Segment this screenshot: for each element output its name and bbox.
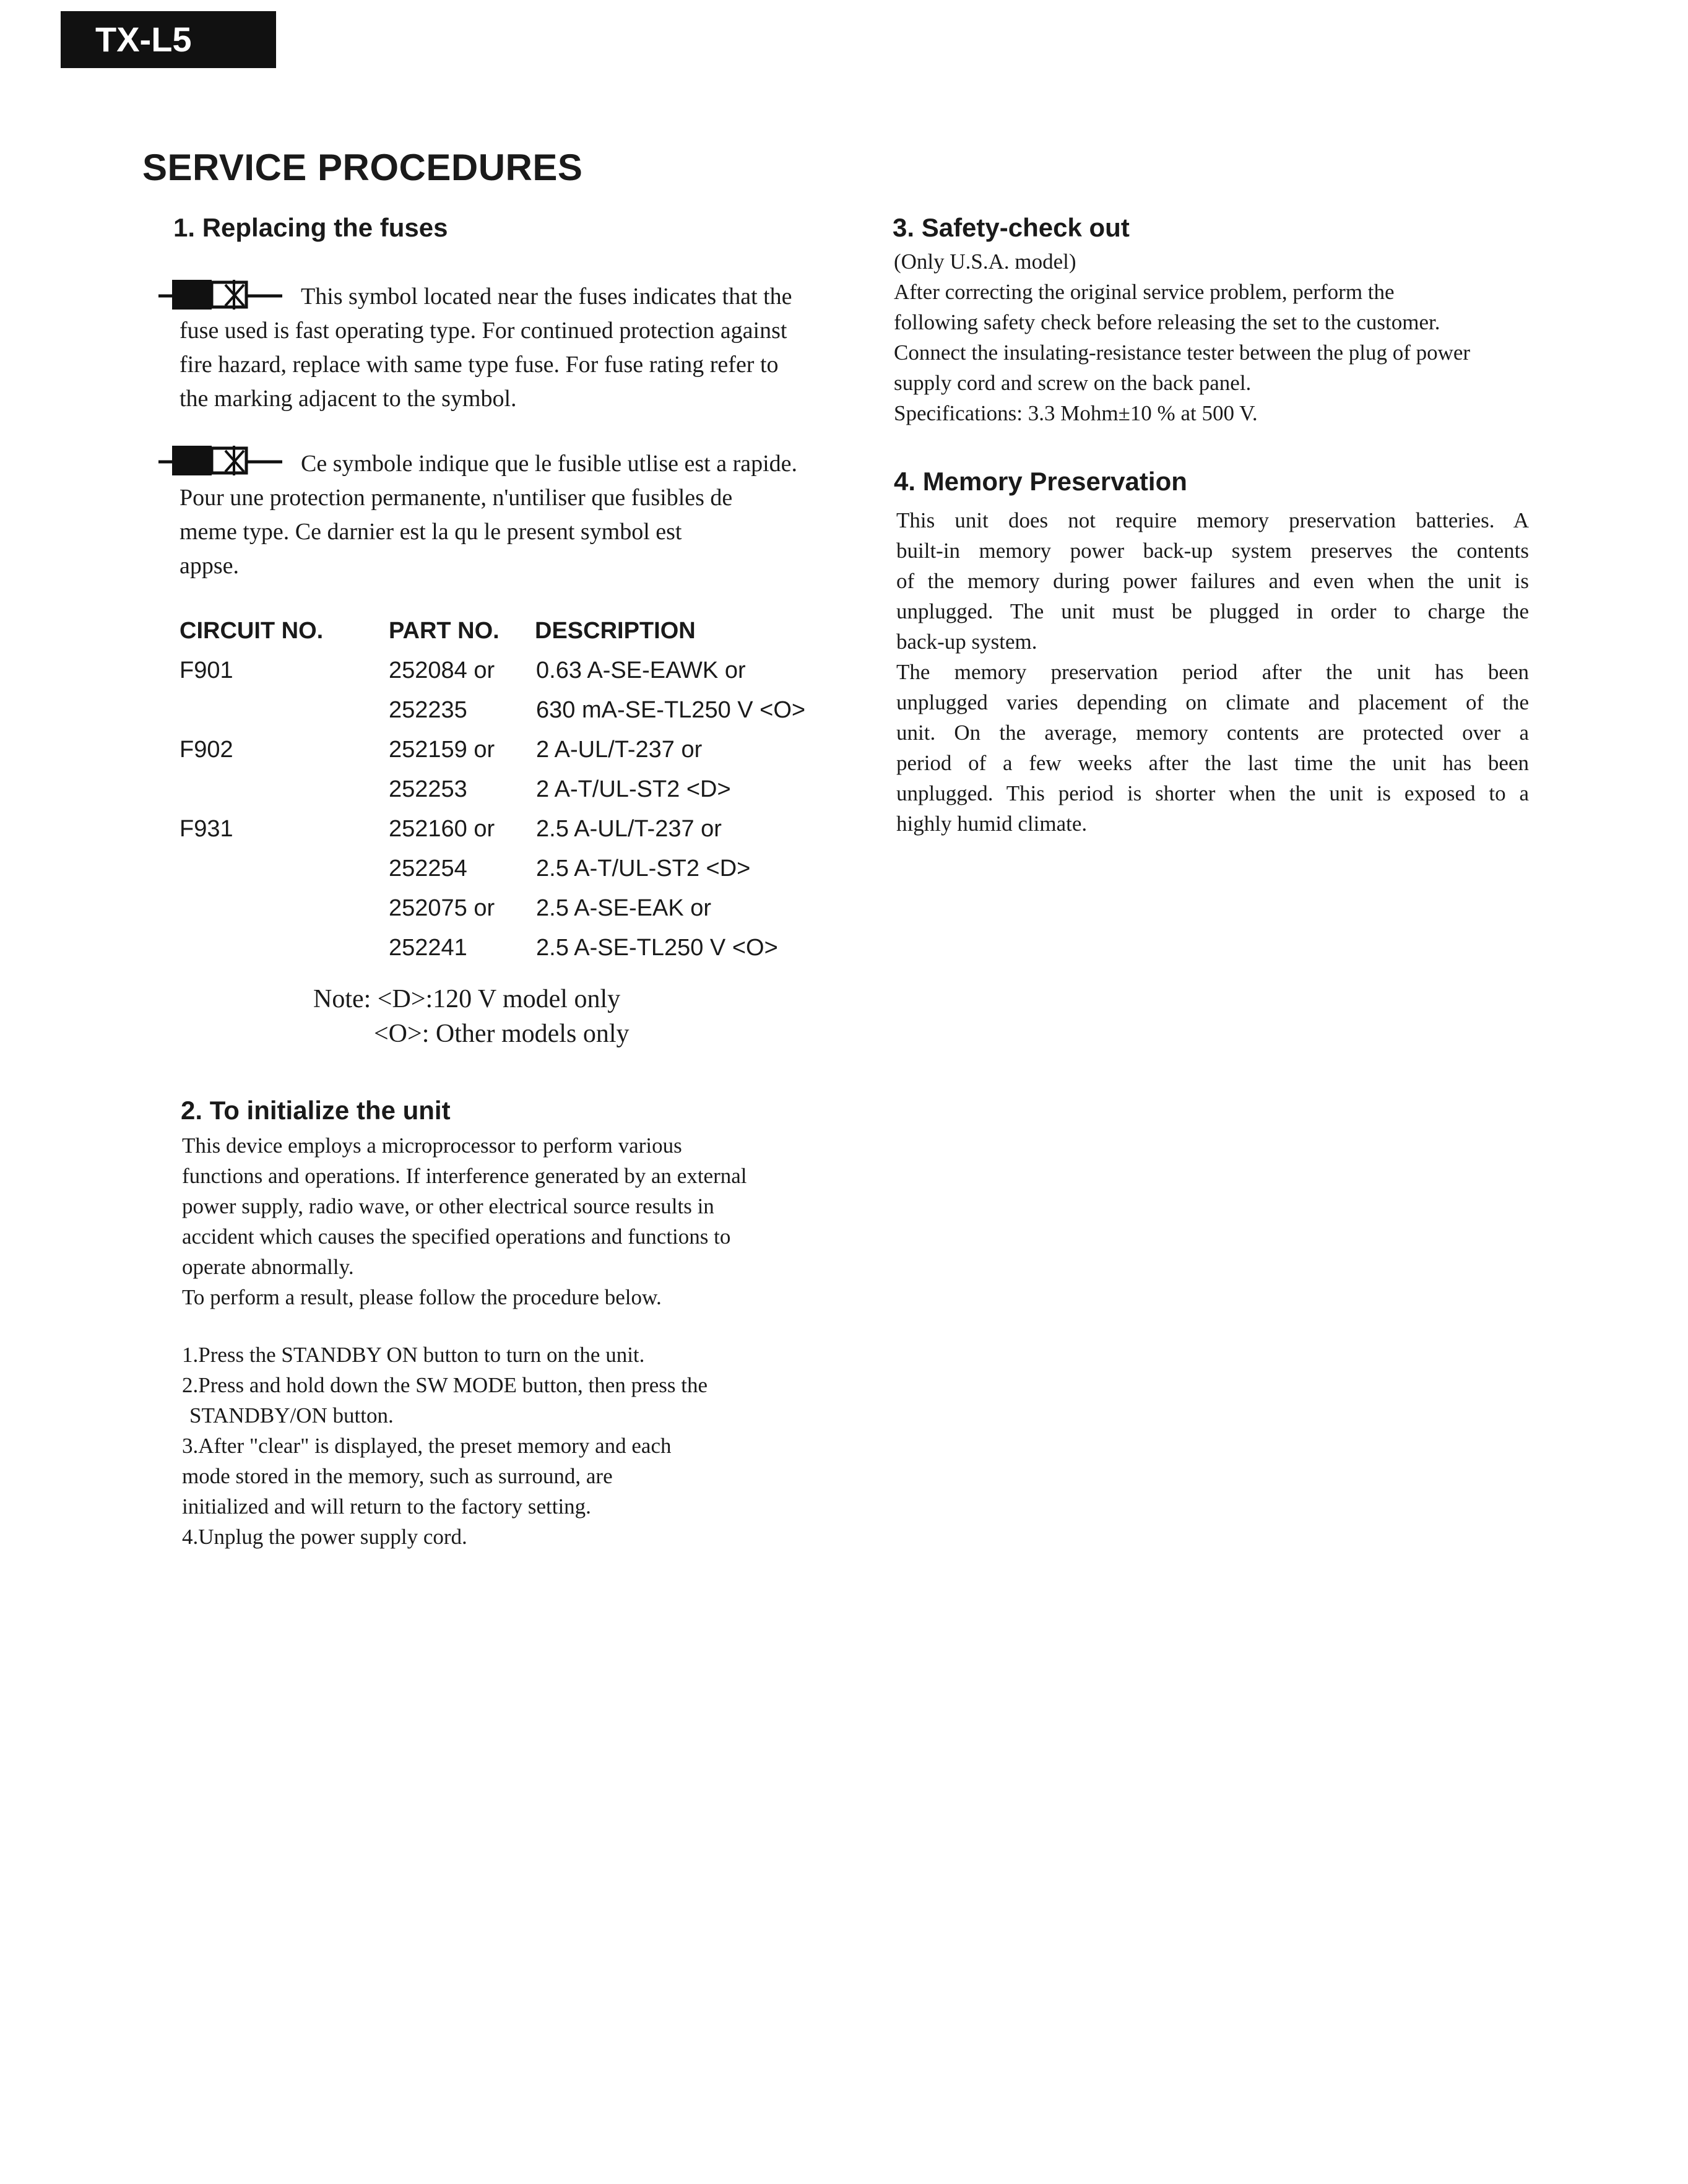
section2-heading: 2. To initialize the unit xyxy=(181,1096,451,1125)
text-line: fire hazard, replace with same type fuse. For fuse rating refer to xyxy=(180,352,779,378)
table-cell: 2.5 A-T/UL-ST2 <D> xyxy=(536,856,751,882)
model-badge xyxy=(61,11,276,68)
note-line: <O>: Other models only xyxy=(374,1020,630,1048)
table-cell: F931 xyxy=(180,816,233,842)
fuse-note xyxy=(313,982,630,1051)
text-line: This symbol located near the fuses indicates that the xyxy=(301,284,792,310)
text-line: Connect the insulating-resistance tester between the plug of power xyxy=(894,340,1471,365)
table-cell: 252075 or xyxy=(389,895,495,921)
page-title: SERVICE PROCEDURES xyxy=(142,147,583,188)
text-line: meme type. Ce darnier est la qu le present symbol est xyxy=(180,519,682,545)
table-cell: 252254 xyxy=(389,856,467,882)
step-line: STANDBY/ON button. xyxy=(189,1403,394,1428)
table-cell: 252084 or xyxy=(389,657,495,683)
table-cell: 252235 xyxy=(389,697,467,723)
table-cell: F902 xyxy=(180,737,233,763)
text-line: unplugged varies depending on climate and placement of the xyxy=(896,690,1529,714)
section3-heading: 3. Safety-check out xyxy=(893,213,1130,242)
step-line: 1.Press the STANDBY ON button to turn on the unit. xyxy=(182,1343,645,1367)
table-cell: 2.5 A-SE-TL250 V <O> xyxy=(536,935,778,961)
text-line: The memory preservation period after the unit has been xyxy=(896,660,1529,684)
section1-heading: 1. Replacing the fuses xyxy=(173,213,448,242)
text-line: period of a few weeks after the last time the unit has been xyxy=(896,751,1529,775)
text-line: Ce symbole indique que le fusible utlise est a rapide. xyxy=(301,451,798,477)
table-cell: 0.63 A-SE-EAWK or xyxy=(536,657,746,683)
text-line: accident which causes the specified operations and functions to xyxy=(182,1224,731,1249)
text-line: fuse used is fast operating type. For continued protection against xyxy=(180,318,787,344)
text-line: highly humid climate. xyxy=(896,812,1088,836)
table-header-description: DESCRIPTION xyxy=(535,618,696,644)
table-cell: 2.5 A-SE-EAK or xyxy=(536,895,712,921)
table-header-circuit: CIRCUIT NO. xyxy=(180,618,324,644)
table-cell: F901 xyxy=(180,657,233,683)
text-line: built-in memory power back-up system preserves the contents xyxy=(896,539,1529,563)
text-line: of the memory during power failures and even when the unit is xyxy=(896,569,1529,593)
text-line: Specifications: 3.3 Mohm±10 % at 500 V. xyxy=(894,401,1258,425)
text-line: (Only U.S.A. model) xyxy=(894,249,1076,274)
table-cell: 2.5 A-UL/T-237 or xyxy=(536,816,722,842)
step-line: initialized and will return to the factory setting. xyxy=(182,1494,591,1519)
table-cell: 252160 or xyxy=(389,816,495,842)
text-line: operate abnormally. xyxy=(182,1255,354,1279)
section3-body xyxy=(894,246,1470,428)
text-line: supply cord and screw on the back panel. xyxy=(894,371,1252,395)
text-line: unit. On the average, memory contents are protected over a xyxy=(896,721,1529,745)
fuse-warning-fr xyxy=(180,447,797,583)
section4-body xyxy=(896,505,1529,839)
text-line: appse. xyxy=(180,553,240,579)
section4-heading: 4. Memory Preservation xyxy=(894,467,1187,496)
step-line: 3.After "clear" is displayed, the preset memory and each xyxy=(182,1434,672,1458)
text-line: functions and operations. If interference generated by an external xyxy=(182,1164,747,1188)
text-line: unplugged. This period is shorter when the unit is exposed to a xyxy=(896,781,1529,805)
table-cell: 630 mA-SE-TL250 V <O> xyxy=(536,697,806,723)
table-cell: 2 A-T/UL-ST2 <D> xyxy=(536,776,731,802)
section2-intro xyxy=(182,1130,747,1312)
text-line: following safety check before releasing the set to the customer. xyxy=(894,310,1440,334)
text-line: This device employs a microprocessor to perform various xyxy=(182,1133,682,1158)
text-line: To perform a result, please follow the procedure below. xyxy=(182,1285,662,1309)
table-cell: 252241 xyxy=(389,935,467,961)
table-cell: 2 A-UL/T-237 or xyxy=(536,737,703,763)
text-line: unplugged. The unit must be plugged in order to charge the xyxy=(896,599,1529,623)
table-header-part: PART NO. xyxy=(389,618,500,644)
fuse-warning-en xyxy=(180,280,792,416)
text-line: Pour une protection permanente, n'untiliser que fusibles de xyxy=(180,485,733,511)
note-line: Note: <D>:120 V model only xyxy=(313,985,621,1013)
step-line: mode stored in the memory, such as surround, are xyxy=(182,1464,613,1488)
text-line: This unit does not require memory preservation batteries. A xyxy=(896,508,1529,532)
step-line: 4.Unplug the power supply cord. xyxy=(182,1525,467,1549)
text-line: power supply, radio wave, or other electrical source results in xyxy=(182,1194,714,1218)
text-line: the marking adjacent to the symbol. xyxy=(180,386,517,412)
text-line: After correcting the original service problem, perform the xyxy=(894,280,1395,304)
model-label: TX-L5 xyxy=(95,20,192,59)
text-line: back-up system. xyxy=(896,630,1037,654)
section2-steps xyxy=(182,1340,708,1552)
table-cell: 252159 or xyxy=(389,737,495,763)
table-cell: 252253 xyxy=(389,776,467,802)
step-line: 2.Press and hold down the SW MODE button, then press the xyxy=(182,1373,708,1397)
